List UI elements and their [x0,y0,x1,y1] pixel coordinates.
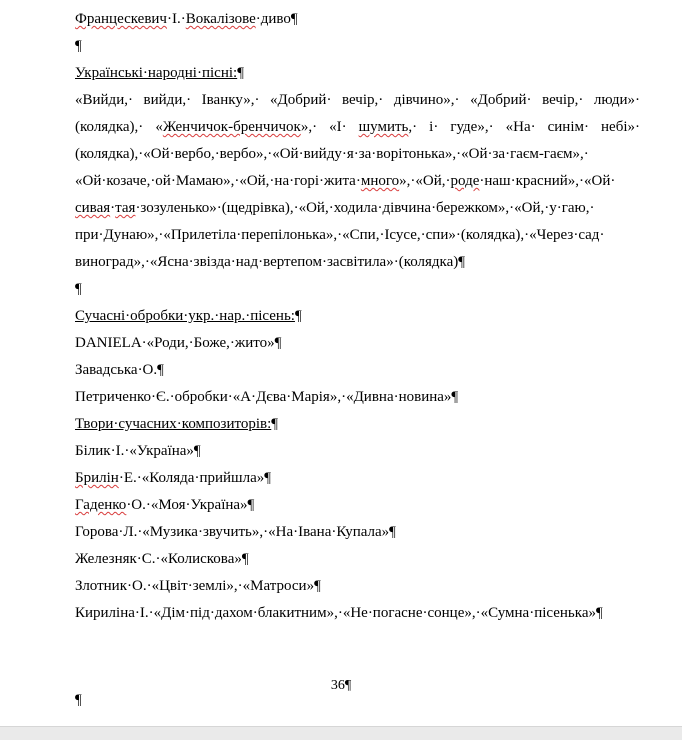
entry-brylin: Брилін·Е.·«Коляда·прийшла»¶ [75,470,272,486]
entry-hadenko: Гаденко·О.·«Моя·Україна»¶ [75,497,255,513]
page-number: 36¶ [330,678,352,693]
entry-zlotnyk: Злотник·О.·«Цвіт·землі»,·«Матроси»¶ [75,578,321,594]
entry-daniela: DANIELA·«Роди,·Боже,·жито»¶ [75,335,282,351]
entry-zavadska: Завадська·О.¶ [75,362,164,378]
entry-petrychenko: Петриченко·Є.·обробки·«А·Дєва·Марія»,·«Дивна·новина»¶ [75,389,459,405]
entry-bilyk: Білик·І.·«Україна»¶ [75,443,201,459]
folk-songs-list: «Вийди,· вийди,· Іванку»,· «Добрий· вечір,· дівчино»,· «Добрий· вечір,· люди»· (колядка),· «Женчичок-бренчичок»,· «І· шумить,· і· гуде»,· «На· синім· небі»· (колядка),·«Ой·вербо,·вербо»,·«Ой·вийду·я·за·ворітонька»,·«Ой·за·гаєм-гаєм»,· «Ой·козаче,·ой·Мамаю»,·«Ой,·на·горі·жита·много»,·«Ой,·роде·наш·красний»,·«Ой· сивая·тая·зозуленько»·(щедрівка),·«Ой,·ходила·дівчина·бережком»,·«Ой,·у·гаю,· при·Дунаю»,·«Прилетіла·перепілонька»,·«Спи,·Ісусе,·спи»·(колядка),·«Через·сад· виноград»,·«Ясна·звізда·над·вертепом·засвітила»·(колядка)¶ [75,92,640,270]
section-heading-modern-composers: Твори·сучасних·композиторів:¶ [75,416,279,432]
entry-kyrylina: Кириліна·І.·«Дім·під·дахом·блакитним»,·«Не·погасне·сонце»,·«Сумна·пісенька»¶ [75,605,603,621]
empty-paragraph: ¶ [75,38,82,54]
document-body[interactable] [75,6,640,627]
page-gap-bar [0,726,682,740]
entry-zhelezniak: Железняк·С.·«Колискова»¶ [75,551,249,567]
entry-horova: Горова·Л.·«Музика·звучить»,·«На·Івана·Купала»¶ [75,524,396,540]
empty-paragraph: ¶ [75,281,82,297]
section-heading-modern-arrangements: Сучасні·обробки·укр.·нар.·пісень:¶ [75,308,302,324]
trailing-paragraph-mark: ¶ [75,692,82,708]
entry-franceskevych: Францескевич·І.·Вокалізове·диво¶ [75,11,298,27]
section-heading-folk-songs: Українські·народні·пісні:¶ [75,65,244,81]
